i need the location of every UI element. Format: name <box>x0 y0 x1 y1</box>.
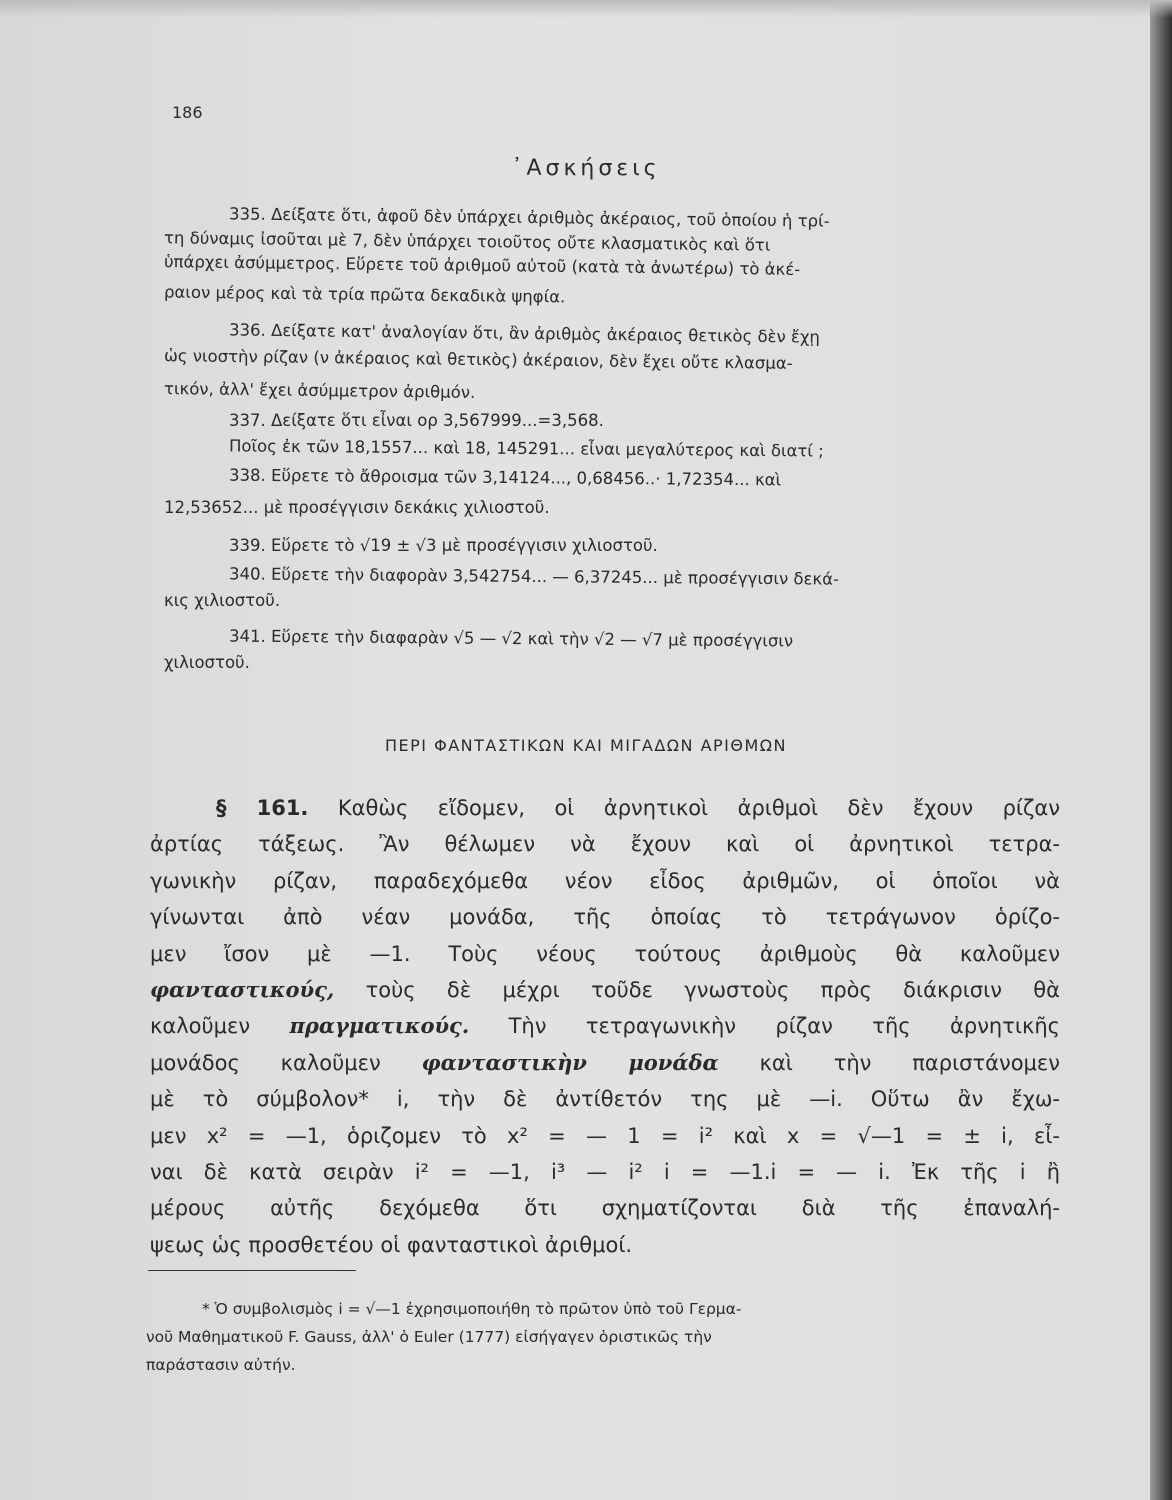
exercise-336-line-3: τικόν, ἀλλ' ἔχει ἀσύμμετρον ἀριθμόν. <box>163 379 476 402</box>
section-number: § 161. <box>216 796 309 820</box>
section-line-8: μονάδος καλοῦμεν φανταστικὴν μονάδα καὶ τὴν παριστάνομεν <box>150 1049 1060 1075</box>
section-line-1: § 161. Καθὼς εἴδομεν, οἱ ἀρνητικοὶ ἀριθμοὶ δὲν ἔχουν ρίζαν <box>216 796 1061 820</box>
exercise-336-line-2: ὡς νιοστὴν ρίζαν (ν ἀκέραιος καὶ θετικὸς) ἀκέραιον, δὲν ἔχει οὔτε κλασμα- <box>163 346 793 373</box>
exercise-335-line-2: τη δύναμις ἰσοῦται μὲ 7, δὲν ὑπάρχει τοιοῦτος οὔτε κλασματικὸς καὶ ὅτι <box>163 228 771 255</box>
footnote-line-2: νοῦ Μαθηματικοῦ F. Gauss, ἀλλ' ὁ Euler (1777) εἰσήγαγεν ὁριστικῶς τὴν <box>146 1328 712 1346</box>
page-number: 186 <box>172 103 203 122</box>
section-title: ΠΕΡΙ ΦΑΝΤΑΣΤΙΚΩΝ ΚΑΙ ΜΙΓΑΔΩΝ ΑΡΙΘΜΩΝ <box>385 736 787 755</box>
exercise-340-line-1: 340. Εὕρετε τὴν διαφορὰν 3,542754... — 6,37245... μὲ προσέγγισιν δεκά- <box>228 564 840 589</box>
section-line-2: ἀρτίας τάξεως. Ἂν θέλωμεν νὰ ἔχουν καὶ οἱ ἀρνητικοὶ τετρα- <box>150 832 1060 857</box>
exercise-335-line-3: ὑπάρχει ἀσύμμετρος. Εὕρετε τοῦ ἀριθμοῦ αὐτοῦ (κατὰ τὰ ἀνωτέρω) τὸ ἀκέ- <box>163 252 801 279</box>
exercise-338-line-2: 12,53652... μὲ προσέγγισιν δεκάκις χιλιοστοῦ. <box>164 498 550 517</box>
exercise-337-line-1: 337. Δείξατε ὅτι εἶναι ορ 3,567999...=3,568. <box>229 411 604 430</box>
exercise-335-line-4: ραιον μέρος καὶ τὰ τρία πρῶτα δεκαδικὰ ψηφία. <box>163 282 566 307</box>
footnote-line-3: παράστασιν αὐτήν. <box>146 1356 296 1374</box>
exercise-340-line-2: κις χιλιοστοῦ. <box>164 591 281 610</box>
exercise-341-line-1: 341. Εὕρετε τὴν διαφαρὰν √5 — √2 καὶ τὴν √2 — √7 μὲ προσέγγισιν <box>228 626 794 651</box>
section-161-body <box>150 790 1060 1263</box>
footnote-line-1: * Ὁ συμβολισμὸς i = √—1 ἐχρησιμοποιήθη τὸ πρῶτον ὑπὸ τοῦ Γερμα- <box>202 1300 742 1318</box>
exercise-341-line-2: χιλιοστοῦ. <box>164 653 250 672</box>
section-line-13: ψεως ὡς προσθετέου οἱ φανταστικοὶ ἀριθμοί. <box>150 1232 633 1257</box>
section-line-11: ναι δὲ κατὰ σειρὰν i² = —1, i³ — i² i = —1.i = — i. Ἐκ τῆς i ἢ <box>150 1160 1060 1185</box>
exercise-339: 339. Εὕρετε τὸ √19 ± √3 μὲ προσέγγισιν χιλιοστοῦ. <box>229 536 658 555</box>
section-line-5: μεν ἴσον μὲ —1. Τοὺς νέους τούτους ἀριθμοὺς θὰ καλοῦμεν <box>150 941 1060 966</box>
exercise-338-line-1: 338. Εὕρετε τὸ ἄθροισμα τῶν 3,14124..., 0,68456..· 1,72354... καὶ <box>228 465 782 490</box>
footnote-rule <box>148 1270 356 1271</box>
exercises-heading: ᾿Ασκήσεις <box>511 156 661 181</box>
exercise-335-line-1: 335. Δείξατε ὅτι, ἀφοῦ δὲν ὑπάρχει ἀριθμὸς ἀκέραιος, τοῦ ὁποίου ἡ τρί- <box>228 204 830 231</box>
section-line-9: μὲ τὸ σύμβολον* i, τὴν δὲ ἀντίθετόν της μὲ —i. Οὕτω ἂν ἔχω- <box>150 1087 1060 1112</box>
section-line-3: γωνικὴν ρίζαν, παραδεχόμεθα νέον εἶδος ἀριθμῶν, οἱ ὁποῖοι νὰ <box>150 868 1060 893</box>
term-imaginary-unit: φανταστικὴν μονάδα <box>421 1049 719 1075</box>
term-imaginary: φανταστικούς, <box>150 977 335 1003</box>
exercise-337-line-2: Ποῖος ἐκ τῶν 18,1557... καὶ 18, 145291... εἶναι μεγαλύτερος καὶ διατί ; <box>228 436 824 461</box>
section-line-10: μεν x² = —1, ὁριζομεν τὸ x² = — 1 = i² καὶ x = √—1 = ± i, εἶ- <box>150 1123 1060 1148</box>
term-real: πραγματικούς. <box>289 1013 470 1039</box>
top-shadow <box>0 0 1172 18</box>
section-line-4: γίνωνται ἀπὸ νέαν μονάδα, τῆς ὁποίας τὸ τετράγωνον ὁρίζο- <box>150 905 1060 930</box>
section-line-6: φανταστικούς, τοὺς δὲ μέχρι τοῦδε γνωστοὺς πρὸς διάκρισιν θὰ <box>150 977 1060 1003</box>
section-line-12: μέρους αὐτῆς δεχόμεθα ὅτι σχηματίζονται διὰ τῆς ἐπαναλή- <box>150 1196 1060 1221</box>
section-line-7: καλοῦμεν πραγματικούς. Τὴν τετραγωνικὴν ρίζαν τῆς ἀρνητικῆς <box>150 1013 1061 1039</box>
exercise-336-line-1: 336. Δείξατε κατ' ἀναλογίαν ὅτι, ἂν ἀριθμὸς ἀκέραιος θετικὸς δὲν ἔχῃ <box>228 320 821 347</box>
